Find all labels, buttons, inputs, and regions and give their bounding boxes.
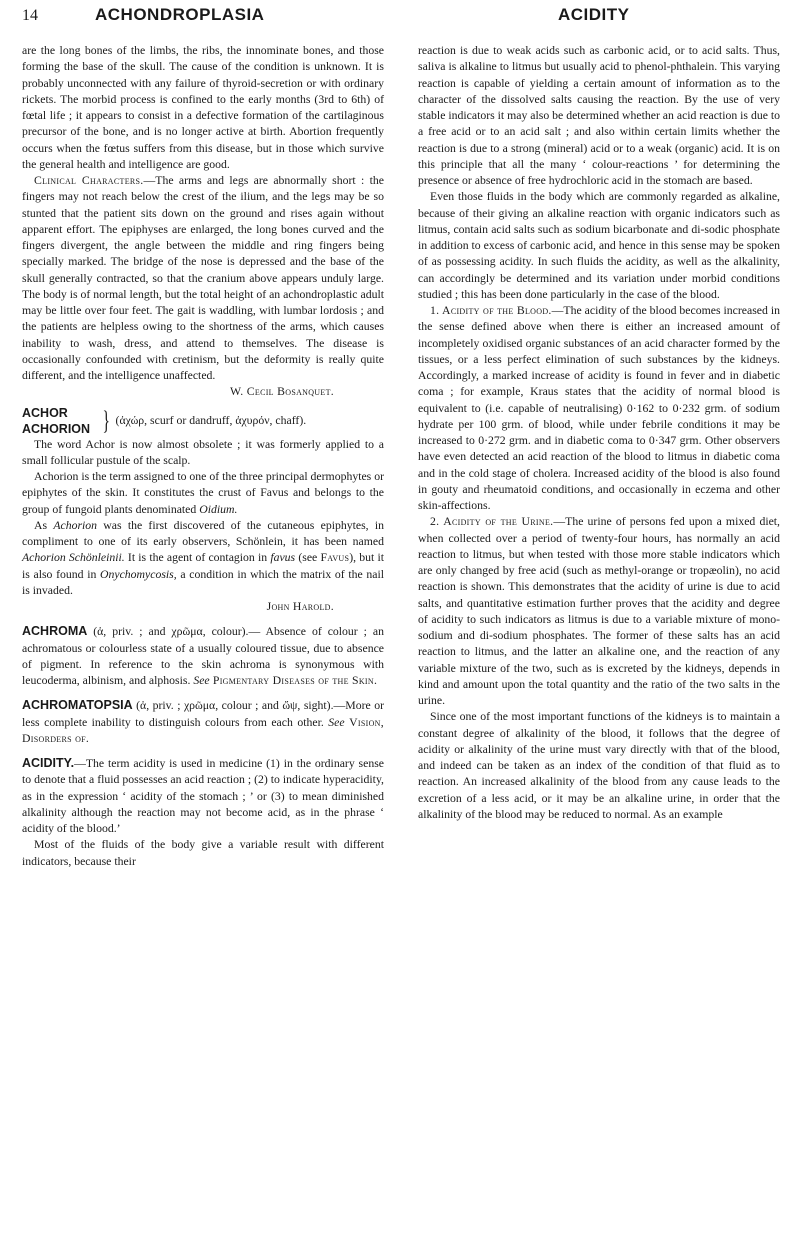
cross-reference: Pigmentary Diseases of the Skin. bbox=[209, 674, 378, 687]
headword-achroma: ACHROMA bbox=[22, 624, 88, 639]
headword-achor: ACHOR bbox=[22, 405, 68, 420]
cross-reference: Favus bbox=[320, 551, 350, 565]
paragraph-continuation: reaction is due to weak acids such as carbonic acid, or to acid salts. Thus, saliva is alkaline to litmus but usually acid to phenol-phthalein. This varying reaction is capable of yielding a certain amount of information as to the character of the dissolved salts causing the reaction. By the use of very stable indicators it may also be determined whether an acid reaction is due to a free acid or to an acid salt ; and also within certain limits whether the reaction is due to a strong (mineral) acid or to a weak (organic) acid. It is on this principle that all the many ‘ colour-reactions ’ for determining the presence or absence of free hydrochloric acid in the stomach are based. bbox=[418, 44, 780, 187]
headword-achorion: ACHORION bbox=[22, 421, 91, 436]
paragraph-clinical-characters: Clinical Characters.—The arms and legs are abnormally short : the fingers may not reach below the crest of the ilium, and the legs may be so stunted that the patient sits down on the ground and rises again without apparent effort. The epiphyses are enlarged, the long bones curved and the fingers divergent, the angle between the middle and ring fingers being specially marked. The bridge of the nose is depressed and the base of the skull generally contracted, so that the cranium above appears unduly large. The body is of normal length, but the total height of an achondroplastic adult may be little over four feet. The gait is waddling, with lumbar lordosis ; and the patients are helpless owing to the shortness of the arms, which causes inability to wash, dress, and attend to themselves. The disease is occasionally confounded with cretinism, but the deformity is really quite different, and the intelligence unaffected. bbox=[22, 174, 384, 382]
paragraph-alkaline-fluids: Even those fluids in the body which are commonly regarded as alkaline, because of their giving an alkaline reaction with organic indicators such as litmus, contain acid salts such as sodium bicarbonate and di-sodic phosphate in addition to excess of carbonic acid, and hence in this sense may be spoken of as possessing acidity. In such fluids the acidity, as well as the alkalinity, can accordingly be determined and its variation under morbid conditions studied ; this has been done particularly in the case of the blood. bbox=[418, 190, 780, 301]
entry-achromatopsia: ACHROMATOPSIA (ἀ, priv. ; χρῶμα, colour ; and ὤψ, sight).—More or less complete inability to distinguish colours from each other. See Vision, Disorders of. bbox=[22, 698, 384, 745]
section-lead: 2. Acidity of the Urine. bbox=[430, 515, 554, 529]
paragraph-acidity-urine: 2. Acidity of the Urine.—The urine of persons fed upon a mixed diet, when collected over a period of twenty-four hours, has normally an acid reaction to litmus, but when tested with those more stable indicators which are only changed by free acid (such as methyl-orange or tropæolin), no acid reaction is shown. This demonstrates that the acidity of urine is due to acid salts, and quantitative estimation further proves that the acidity and degree of acidity to such indicators as litmus is due to a variable mixture of mono-sodium and di-sodium phosphates. The former of these salts has an acid reaction to litmus, and the latter an alkaline one, and the reaction of any variable mixture of the two, such as is excreted by the kidneys, depends in kind and amount upon the total quantity and the ratio of the two salts in the urine. bbox=[418, 515, 780, 707]
paragraph-achorion: Achorion is the term assigned to one of the three principal dermophytes or epiphytes of the skin. It constitutes the crust of Favus and belongs to the group of fungoid plants denominated Oidium. bbox=[22, 470, 384, 516]
author-signature: W. Cecil Bosanquet. bbox=[229, 385, 334, 399]
page-number: 14 bbox=[22, 7, 38, 24]
etymology: (ἀχώρ, scurf or dandruff, ἀχυρόν, chaff). bbox=[115, 413, 307, 427]
paragraph-continuation: are the long bones of the limbs, the ribs, the innominate bones, and those forming the base of the skull. The cause of the condition is unknown. It is probably unconnected with any failure of thyroid-secretion or with ordinary rickets. The morbid process is confined to the early months (3rd to 6th) of fœtal life ; it appears to consist in a defective formation of the cartilaginous precursor of the bone, and is no longer active at birth. Abortion frequently occurs when the fœtus suffers from this disease, but in those which survive the general health and intelligence are good. bbox=[22, 44, 384, 171]
entry-achor bbox=[22, 405, 384, 437]
right-running-head: ACIDITY bbox=[558, 5, 630, 24]
section-lead: 1. Acidity of the Blood. bbox=[430, 304, 552, 317]
cross-reference: Vision, Disorders of. bbox=[22, 715, 384, 745]
paragraph-achorion-history: As Achorion was the first discovered of the cutaneous epiphytes, in compliment to one of its early observers, Schönlein, it has been named Achorion Schönleinii. It is the agent of contagion in favus (see Favus), but it is also found in Onychomycosis, a condition in which the matrix of the nail is invaded. bbox=[22, 518, 385, 597]
entry-achroma: ACHROMA (ἀ, priv. ; and χρῶμα, colour).— Absence of colour ; an achromatous or colourless state of a usually coloured tissue, due to absence of pigment. In reference to the skin achroma is synonymous with leucoderma, albinism, and alphosis. See Pigmentary Diseases of the Skin. bbox=[22, 624, 384, 687]
headword-achromatopsia: ACHROMATOPSIA bbox=[22, 698, 133, 713]
paragraph-body-fluids: Most of the fluids of the body give a variable result with different indicators, because their bbox=[22, 838, 384, 868]
paragraph-kidney-function: Since one of the most important functions of the kidneys is to maintain a constant degree of alkalinity of the blood, it follows that the degree of acidity or alkalinity of the urine must vary directly with that of the blood, and indeed can be taken as an index of the condition of that fluid as to reaction. An increased alkalinity of the blood from any cause leads to the excretion of a less acid, or it may be an alkaline urine, in order that the alkalinity of the blood may be reduced to normal. As an example bbox=[418, 710, 780, 821]
author-signature: John Harold. bbox=[266, 600, 334, 613]
entry-acidity: ACIDITY.—The term acidity is used in medicine (1) in the ordinary sense to denote that a fluid possesses an acid reaction ; (2) to indicate hyperacidity, as in the expression ‘ acidity of the stomach ; ’ or (3) to mean diminished alkalinity although the reaction may not become acid, as in the phrase ‘ acidity of the blood.’ bbox=[22, 756, 384, 835]
headword-acidity: ACIDITY. bbox=[22, 756, 75, 770]
section-lead: Clinical Characters. bbox=[34, 174, 144, 187]
left-running-head: ACHONDROPLASIA bbox=[95, 5, 265, 24]
paragraph-acidity-blood: 1. Acidity of the Blood.—The acidity of the blood becomes increased in the sense defined above when there is either an increased amount of incompletely oxidised organic substances of an acid character formed by the tissues, or a less perfect elimination of such substances by the kidneys. Accordingly, a marked increase of acidity is found in fever and in diabetic coma ; for example, Kraus states that the acidity of normal blood is equivalent to (i.e. capable of neutralising) 0·162 to 0·232 grm. of sodium hydrate per 100 grm. of blood, while under febrile conditions it may be increased to 0·272 grm. and in diabetic coma to 0·347 grm. Other observers have even detected an acid reaction of the blood to litmus in diabetic coma and in the cold stage of cholera. Increased acidity of the blood is also found in gouty and rheumatoid conditions, and occasionally in eczema and other skin-affections. bbox=[418, 304, 780, 512]
brace-glyph: } bbox=[102, 405, 111, 435]
paragraph-achor: The word Achor is now almost obsolete ; it was formerly applied to a small follicular pustule of the scalp. bbox=[22, 437, 384, 467]
running-header bbox=[22, 0, 778, 30]
left-column bbox=[22, 43, 384, 870]
right-column bbox=[418, 43, 780, 823]
